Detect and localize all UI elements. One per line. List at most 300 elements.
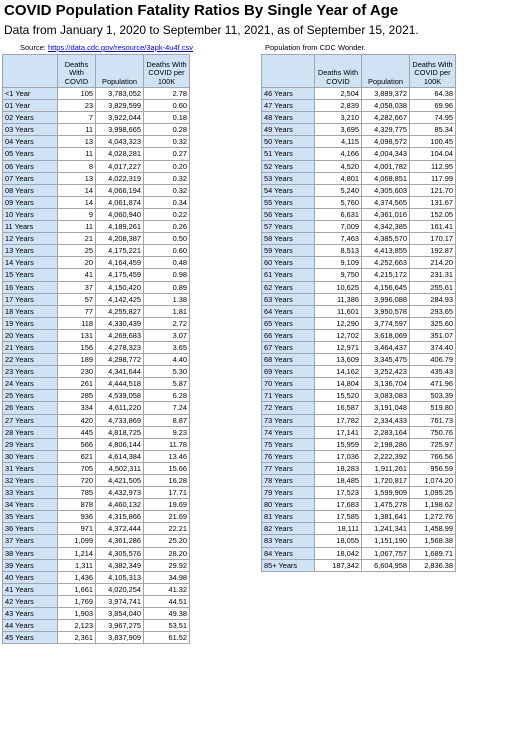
deaths-cell: 8 [58,160,96,172]
population-cell: 4,460,132 [96,499,144,511]
age-cell: 10 Years [3,208,58,220]
population-cell: 4,004,343 [362,148,410,160]
rate-cell: 0.48 [144,257,190,269]
population-cell: 4,806,144 [96,438,144,450]
age-cell: 01 Year [3,100,58,112]
header-row [3,55,190,88]
deaths-cell: 2,504 [315,88,362,100]
age-cell: 56 Years [262,208,315,220]
rate-cell: 0.20 [144,160,190,172]
deaths-cell: 105 [58,88,96,100]
deaths-cell: 187,342 [315,559,362,571]
table-row [262,293,456,305]
deaths-cell: 261 [58,378,96,390]
population-cell: 4,043,323 [96,136,144,148]
age-cell: 06 Years [3,160,58,172]
deaths-cell: 3,210 [315,112,362,124]
age-cell: 05 Years [3,148,58,160]
age-cell: 21 Years [3,341,58,353]
column-header-deaths: Deaths With COVID [315,55,362,88]
age-cell: 74 Years [262,426,315,438]
population-cell: 4,305,603 [362,184,410,196]
deaths-cell: 14,804 [315,378,362,390]
age-cell: 52 Years [262,160,315,172]
population-cell: 4,066,194 [96,184,144,196]
table-row [3,366,190,378]
table-row [3,233,190,245]
age-cell: 20 Years [3,329,58,341]
population-cell: 4,315,866 [96,511,144,523]
population-cell: 4,432,973 [96,487,144,499]
table-row [262,487,456,499]
rate-cell: 34.98 [144,571,190,583]
deaths-cell: 1,311 [58,559,96,571]
population-cell: 4,342,385 [362,221,410,233]
deaths-cell: 17,782 [315,414,362,426]
age-cell: 76 Years [262,450,315,462]
deaths-cell: 23 [58,100,96,112]
population-cell: 3,252,423 [362,366,410,378]
rate-cell: 766.56 [410,450,456,462]
rate-cell: 0.32 [144,172,190,184]
deaths-cell: 13,609 [315,354,362,366]
rate-cell: 25.20 [144,535,190,547]
table-row [262,281,456,293]
column-header-deaths: Deaths With COVID [58,55,96,88]
deaths-cell: 2,361 [58,632,96,644]
population-cell: 4,282,667 [362,112,410,124]
population-cell: 3,191,048 [362,402,410,414]
fatality-table-left [2,54,190,644]
age-cell: 61 Years [262,269,315,281]
rate-cell: 374.40 [410,341,456,353]
rate-cell: 21.69 [144,511,190,523]
source-label: Source: [20,43,46,52]
age-cell: <1 Year [3,88,58,100]
table-row [262,450,456,462]
population-cell: 4,374,565 [362,196,410,208]
age-cell: 17 Years [3,293,58,305]
rate-cell: 0.60 [144,100,190,112]
age-cell: 37 Years [3,535,58,547]
age-cell: 73 Years [262,414,315,426]
rate-cell: 0.60 [144,245,190,257]
table-row [262,402,456,414]
table-row [262,305,456,317]
table-row [3,354,190,366]
population-cell: 4,105,313 [96,571,144,583]
rate-cell: 121.70 [410,184,456,196]
deaths-cell: 445 [58,426,96,438]
deaths-cell: 11,601 [315,305,362,317]
age-cell: 34 Years [3,499,58,511]
age-cell: 32 Years [3,475,58,487]
deaths-cell: 9 [58,208,96,220]
deaths-cell: 12,971 [315,341,362,353]
fatality-table-right [261,54,456,572]
population-cell: 4,614,384 [96,450,144,462]
rate-cell: 2,836.38 [410,559,456,571]
rate-cell: 85.34 [410,124,456,136]
age-cell: 48 Years [262,112,315,124]
population-cell: 3,967,275 [96,620,144,632]
deaths-cell: 156 [58,341,96,353]
table-row [262,136,456,148]
population-cell: 4,061,874 [96,196,144,208]
deaths-cell: 230 [58,366,96,378]
table-row [262,535,456,547]
population-cell: 4,098,572 [362,136,410,148]
age-cell: 72 Years [262,402,315,414]
deaths-cell: 11 [58,221,96,233]
deaths-cell: 878 [58,499,96,511]
deaths-cell: 18,283 [315,462,362,474]
table-row [262,523,456,535]
age-cell: 45 Years [3,632,58,644]
rate-cell: 4.40 [144,354,190,366]
deaths-cell: 5,760 [315,196,362,208]
population-cell: 1,151,190 [362,535,410,547]
deaths-cell: 7,009 [315,221,362,233]
deaths-cell: 37 [58,281,96,293]
deaths-cell: 971 [58,523,96,535]
age-cell: 81 Years [262,511,315,523]
rate-cell: 3.65 [144,341,190,353]
population-cell: 4,058,038 [362,100,410,112]
deaths-cell: 18,055 [315,535,362,547]
table-row [262,341,456,353]
table-row [262,124,456,136]
population-cell: 3,136,704 [362,378,410,390]
population-cell: 3,345,475 [362,354,410,366]
table-row [262,426,456,438]
rate-cell: 0.22 [144,208,190,220]
rate-cell: 325.60 [410,317,456,329]
table-row [3,184,190,196]
deaths-cell: 1,903 [58,608,96,620]
rate-cell: 192.87 [410,245,456,257]
deaths-cell: 18,485 [315,475,362,487]
population-cell: 4,330,439 [96,317,144,329]
population-cell: 4,341,644 [96,366,144,378]
table-row [3,378,190,390]
table-row [262,160,456,172]
population-cell: 3,854,040 [96,608,144,620]
deaths-cell: 18,111 [315,523,362,535]
population-cell: 4,060,940 [96,208,144,220]
table-row [3,438,190,450]
source-link[interactable]: https://data.cdc.gov/resource/3apk-4u4f.csv [47,43,194,52]
age-cell: 15 Years [3,269,58,281]
table-row [3,329,190,341]
table-row [262,366,456,378]
population-cell: 4,278,323 [96,341,144,353]
rate-cell: 152.05 [410,208,456,220]
population-cell: 4,611,220 [96,402,144,414]
table-row [3,535,190,547]
rate-cell: 64.38 [410,88,456,100]
age-cell: 84 Years [262,547,315,559]
population-cell: 4,156,645 [362,281,410,293]
age-cell: 27 Years [3,414,58,426]
population-cell: 3,837,909 [96,632,144,644]
population-cell: 4,215,172 [362,269,410,281]
population-cell: 3,829,599 [96,100,144,112]
table-row [3,88,190,100]
age-cell: 33 Years [3,487,58,499]
age-cell: 26 Years [3,402,58,414]
table-row [3,100,190,112]
age-cell: 79 Years [262,487,315,499]
rate-cell: 0.98 [144,269,190,281]
age-cell: 71 Years [262,390,315,402]
population-cell: 3,922,044 [96,112,144,124]
age-cell: 35 Years [3,511,58,523]
age-cell: 36 Years [3,523,58,535]
age-cell: 29 Years [3,438,58,450]
rate-cell: 1,568.38 [410,535,456,547]
age-cell: 12 Years [3,233,58,245]
table-row [3,559,190,571]
table-row [262,184,456,196]
population-cell: 4,142,425 [96,293,144,305]
age-cell: 25 Years [3,390,58,402]
age-cell: 02 Years [3,112,58,124]
age-cell: 38 Years [3,547,58,559]
rate-cell: 750.76 [410,426,456,438]
rate-cell: 0.27 [144,148,190,160]
age-cell: 14 Years [3,257,58,269]
rate-cell: 22.21 [144,523,190,535]
table-row [262,233,456,245]
table-row [262,547,456,559]
population-cell: 3,464,437 [362,341,410,353]
age-cell: 41 Years [3,583,58,595]
table-row [3,269,190,281]
rate-cell: 5.30 [144,366,190,378]
deaths-cell: 14 [58,196,96,208]
table-row [3,124,190,136]
population-cell: 3,996,088 [362,293,410,305]
deaths-cell: 18,042 [315,547,362,559]
population-cell: 3,774,597 [362,317,410,329]
table-row [3,112,190,124]
page-subtitle: Data from January 1, 2020 to September 11, 2021, as of September 15, 2021. [4,23,419,37]
rate-cell: 2.72 [144,317,190,329]
rate-cell: 11.78 [144,438,190,450]
deaths-cell: 1,769 [58,595,96,607]
deaths-cell: 720 [58,475,96,487]
population-cell: 4,329,775 [362,124,410,136]
deaths-cell: 57 [58,293,96,305]
rate-cell: 1,095.25 [410,487,456,499]
age-cell: 64 Years [262,305,315,317]
deaths-cell: 4,166 [315,148,362,160]
column-header-deaths-per-100k: Deaths With COVID per 100K [144,55,190,88]
population-cell: 4,001,782 [362,160,410,172]
population-cell: 3,889,372 [362,88,410,100]
population-cell: 4,372,444 [96,523,144,535]
rate-cell: 351.07 [410,329,456,341]
table-row [3,221,190,233]
table-row [3,245,190,257]
table-row [262,245,456,257]
column-header-population: Population [96,55,144,88]
population-cell: 4,269,683 [96,329,144,341]
rate-cell: 112.95 [410,160,456,172]
deaths-cell: 334 [58,402,96,414]
age-cell: 66 Years [262,329,315,341]
table-row [3,317,190,329]
table-row [3,632,190,644]
age-cell: 55 Years [262,196,315,208]
deaths-cell: 10,625 [315,281,362,293]
age-cell: 69 Years [262,366,315,378]
population-cell: 3,974,741 [96,595,144,607]
column-header-deaths-per-100k: Deaths With COVID per 100K [410,55,456,88]
table-row [262,88,456,100]
deaths-cell: 14 [58,184,96,196]
table-row [3,208,190,220]
table-row [3,196,190,208]
population-cell: 4,413,855 [362,245,410,257]
age-cell: 57 Years [262,221,315,233]
deaths-cell: 20 [58,257,96,269]
column-header-population: Population [362,55,410,88]
age-cell: 67 Years [262,341,315,353]
deaths-cell: 11 [58,148,96,160]
rate-cell: 29.92 [144,559,190,571]
table-row [262,390,456,402]
deaths-cell: 621 [58,450,96,462]
rate-cell: 0.34 [144,196,190,208]
deaths-cell: 17,523 [315,487,362,499]
age-cell: 30 Years [3,450,58,462]
table-row [3,608,190,620]
age-cell: 75 Years [262,438,315,450]
table-row [262,317,456,329]
deaths-cell: 21 [58,233,96,245]
deaths-cell: 9,750 [315,269,362,281]
deaths-cell: 785 [58,487,96,499]
population-cell: 1,381,641 [362,511,410,523]
population-cell: 4,208,387 [96,233,144,245]
deaths-cell: 1,661 [58,583,96,595]
age-cell: 28 Years [3,426,58,438]
population-cell: 4,298,772 [96,354,144,366]
deaths-cell: 13 [58,172,96,184]
table-row [3,305,190,317]
rate-cell: 74.95 [410,112,456,124]
age-cell: 03 Years [3,124,58,136]
rate-cell: 1.38 [144,293,190,305]
age-cell: 83 Years [262,535,315,547]
deaths-cell: 15,520 [315,390,362,402]
population-cell: 4,539,058 [96,390,144,402]
population-cell: 4,818,725 [96,426,144,438]
rate-cell: 170.17 [410,233,456,245]
table-row [262,196,456,208]
table-row [262,462,456,474]
rate-cell: 1,272.76 [410,511,456,523]
deaths-cell: 17,683 [315,499,362,511]
table-row [262,221,456,233]
table-row [3,487,190,499]
population-cell: 3,618,069 [362,329,410,341]
age-cell: 31 Years [3,462,58,474]
population-cell: 4,361,016 [362,208,410,220]
age-cell: 08 Years [3,184,58,196]
deaths-cell: 13 [58,136,96,148]
age-cell: 80 Years [262,499,315,511]
population-cell: 4,017,227 [96,160,144,172]
table-row [262,208,456,220]
rate-cell: 17.71 [144,487,190,499]
rate-cell: 1.81 [144,305,190,317]
population-source-note: Population from CDC Wonder. [265,43,366,52]
rate-cell: 19.69 [144,499,190,511]
population-cell: 1,599,909 [362,487,410,499]
column-header-age [3,55,58,88]
population-cell: 2,222,392 [362,450,410,462]
deaths-cell: 131 [58,329,96,341]
deaths-cell: 25 [58,245,96,257]
rate-cell: 0.26 [144,221,190,233]
rate-cell: 284.93 [410,293,456,305]
rate-cell: 161.41 [410,221,456,233]
deaths-cell: 77 [58,305,96,317]
source-line [20,43,193,52]
deaths-cell: 11 [58,124,96,136]
rate-cell: 131.67 [410,196,456,208]
rate-cell: 519.80 [410,402,456,414]
rate-cell: 117.99 [410,172,456,184]
population-cell: 1,720,817 [362,475,410,487]
population-cell: 4,189,261 [96,221,144,233]
population-cell: 4,421,505 [96,475,144,487]
table-row [3,595,190,607]
table-row [3,511,190,523]
table-row [3,148,190,160]
table-row [3,499,190,511]
table-row [262,438,456,450]
deaths-cell: 5,240 [315,184,362,196]
population-cell: 1,911,261 [362,462,410,474]
deaths-cell: 14,162 [315,366,362,378]
table-row [3,414,190,426]
deaths-cell: 566 [58,438,96,450]
population-cell: 2,283,164 [362,426,410,438]
rate-cell: 28.20 [144,547,190,559]
column-header-age [262,55,315,88]
rate-cell: 69.96 [410,100,456,112]
age-cell: 51 Years [262,148,315,160]
deaths-cell: 9,109 [315,257,362,269]
age-cell: 44 Years [3,620,58,632]
age-cell: 54 Years [262,184,315,196]
rate-cell: 2.78 [144,88,190,100]
age-cell: 13 Years [3,245,58,257]
rate-cell: 471.96 [410,378,456,390]
rate-cell: 0.32 [144,184,190,196]
table-row [3,547,190,559]
age-cell: 19 Years [3,317,58,329]
population-cell: 4,175,459 [96,269,144,281]
population-cell: 4,150,420 [96,281,144,293]
table-row [3,390,190,402]
rate-cell: 293.65 [410,305,456,317]
age-cell: 40 Years [3,571,58,583]
